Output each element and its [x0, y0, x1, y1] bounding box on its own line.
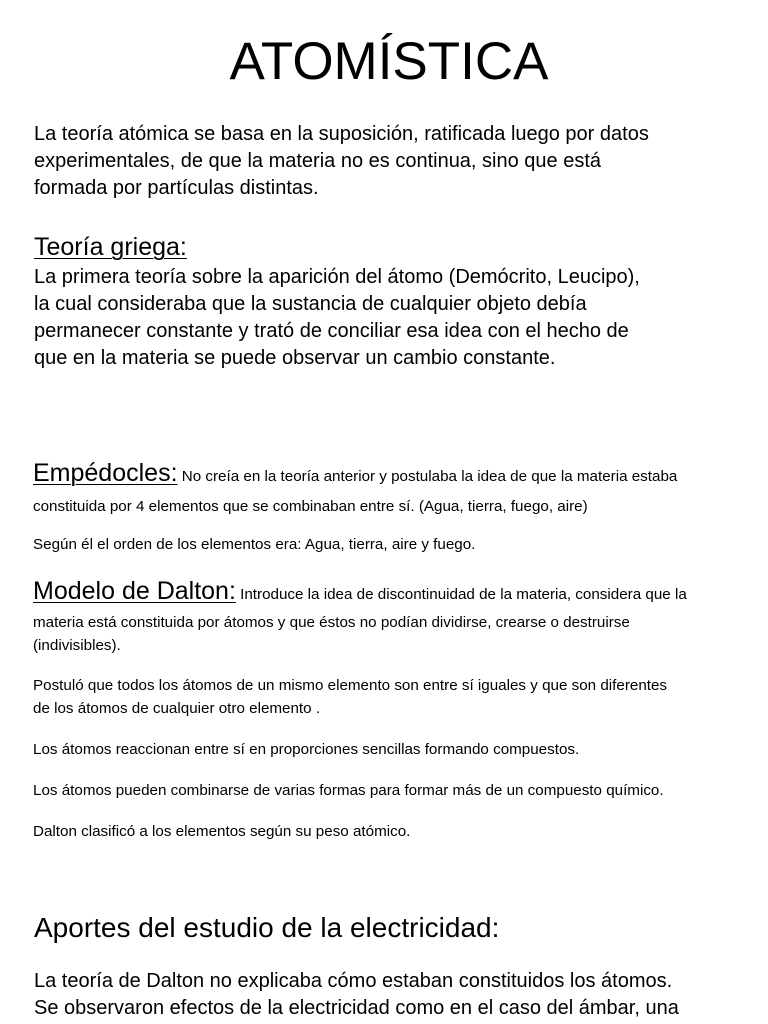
greek-line: la cual consideraba que la sustancia de cualquier objeto debía [34, 293, 587, 315]
dalton-classify: Dalton clasificó a los elementos según su peso atómico. [33, 823, 411, 840]
empedocles-order: Según él el orden de los elementos era: Agua, tierra, aire y fuego. [33, 536, 476, 553]
greek-heading-row [34, 232, 187, 264]
dalton-react: Los átomos reaccionan entre sí en proporciones sencillas formando compuestos. [33, 741, 580, 758]
electricity-paragraph [34, 968, 679, 1022]
electricity-heading: Aportes del estudio de la electricidad: [34, 912, 500, 943]
greek-paragraph [34, 264, 640, 372]
empedocles-line: constituida por 4 elementos que se combinaban entre sí. (Agua, tierra, fuego, aire) [33, 498, 588, 515]
intro-line: experimentales, de que la materia no es continua, sino que está [34, 150, 602, 172]
empedocles-line: No creía en la teoría anterior y postulaba la idea de que la materia estaba [177, 468, 678, 485]
intro-line: La teoría atómica se basa en la suposición, ratificada luego por datos [34, 123, 649, 145]
dalton-paragraph [33, 576, 687, 657]
dalton-line: (indivisibles). [33, 637, 121, 654]
greek-line: permanecer constante y trató de conciliar esa idea con el hecho de [34, 320, 629, 342]
dalton-line: materia está constituida por átomos y que éstos no podían dividirse, crearse o destruirse [33, 614, 630, 631]
electricity-line: La teoría de Dalton no explicaba cómo estaban constituidos los átomos. [34, 970, 673, 992]
dalton-postulate-line: Postuló que todos los átomos de un mismo elemento son entre sí iguales y que son diferentes [33, 677, 668, 694]
greek-line: que en la materia se puede observar un cambio constante. [34, 347, 556, 369]
greek-heading: Teoría griega: [34, 233, 187, 261]
dalton-postulate-line: de los átomos de cualquier otro elemento . [33, 700, 321, 717]
dalton-postulate [33, 674, 667, 720]
greek-line: La primera teoría sobre la aparición del átomo (Demócrito, Leucipo), [34, 266, 640, 288]
document-title: ATOMÍSTICA [229, 32, 549, 91]
electricity-line: Se observaron efectos de la electricidad como en el caso del ámbar, una [34, 997, 679, 1019]
dalton-line: Introduce la idea de discontinuidad de la materia, considera que la [235, 586, 687, 603]
dalton-heading: Modelo de Dalton: [33, 577, 236, 605]
dalton-combine: Los átomos pueden combinarse de varias formas para formar más de un compuesto químico. [33, 782, 664, 799]
intro-line: formada por partículas distintas. [34, 177, 319, 199]
empedocles-paragraph [33, 458, 677, 518]
empedocles-heading: Empédocles: [33, 459, 178, 487]
intro-paragraph [34, 121, 649, 202]
